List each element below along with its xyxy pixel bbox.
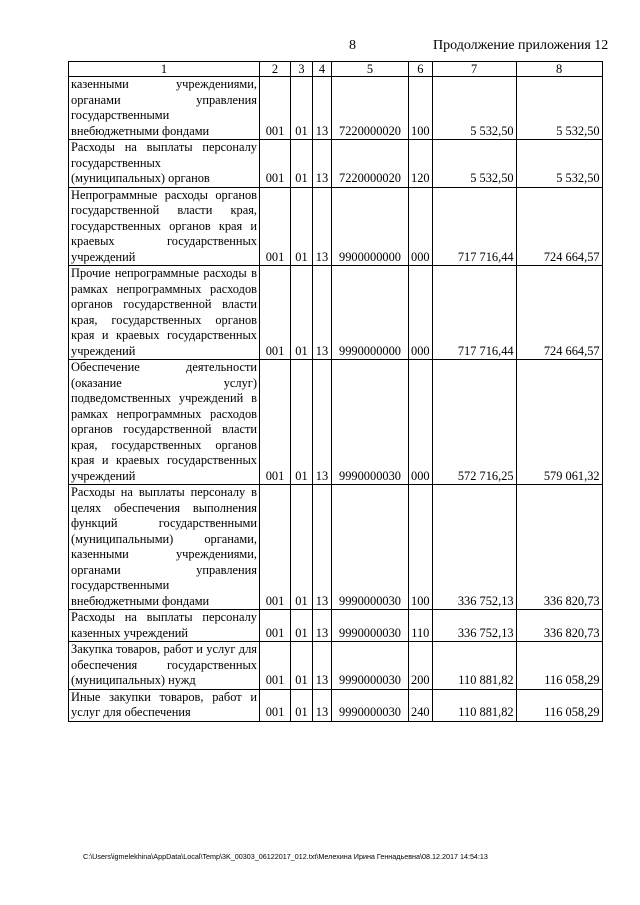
cell-expense-type: 000 — [409, 360, 433, 485]
cell-section: 01 — [291, 689, 313, 721]
table-row — [69, 360, 603, 485]
cell-admin-code: 001 — [260, 610, 291, 642]
cell-section: 01 — [291, 485, 313, 610]
cell-amount-2: 5 532,50 — [516, 77, 602, 140]
cell-section: 01 — [291, 360, 313, 485]
cell-expense-type: 000 — [409, 266, 433, 360]
column-header-1: 1 — [69, 62, 260, 77]
table-row — [69, 610, 603, 642]
row-description: Прочие непрограммные расходы в рамках непрограммных расходов органов государственной власти края, государственных органов края и краевых государственных учреждений — [69, 266, 260, 360]
cell-expense-type: 240 — [409, 689, 433, 721]
cell-amount-2: 116 058,29 — [516, 642, 602, 690]
cell-admin-code: 001 — [260, 642, 291, 690]
cell-section: 01 — [291, 77, 313, 140]
cell-amount-1: 717 716,44 — [432, 187, 516, 266]
table-row — [69, 689, 603, 721]
cell-expense-type: 000 — [409, 187, 433, 266]
cell-subsection: 13 — [313, 642, 332, 690]
cell-amount-2: 116 058,29 — [516, 689, 602, 721]
cell-target-article: 9990000030 — [332, 610, 409, 642]
cell-admin-code: 001 — [260, 140, 291, 188]
column-header-8: 8 — [516, 62, 602, 77]
cell-expense-type: 110 — [409, 610, 433, 642]
cell-target-article: 9990000000 — [332, 266, 409, 360]
appendix-note: Продолжение приложения 12 — [433, 38, 609, 53]
cell-subsection: 13 — [313, 360, 332, 485]
cell-section: 01 — [291, 266, 313, 360]
cell-section: 01 — [291, 187, 313, 266]
file-path-footer: C:\Users\igmelekhina\AppData\Local\Temp\3K_00303_06122017_012.txt\Мелехина Ирина Геннадьевна\08.12.2017 14:54:13 — [83, 852, 488, 861]
row-description: казенными учреждениями, органами управления государственными внебюджетными фондами — [69, 77, 260, 140]
table-row — [69, 266, 603, 360]
table-row — [69, 140, 603, 188]
cell-amount-2: 336 820,73 — [516, 610, 602, 642]
cell-amount-1: 572 716,25 — [432, 360, 516, 485]
cell-amount-2: 724 664,57 — [516, 187, 602, 266]
column-header-7: 7 — [432, 62, 516, 77]
cell-expense-type: 200 — [409, 642, 433, 690]
cell-amount-2: 5 532,50 — [516, 140, 602, 188]
cell-amount-1: 717 716,44 — [432, 266, 516, 360]
row-description: Расходы на выплаты персоналу в целях обеспечения выполнения функций государственными (муниципальными) органами, казенными учреждениями, органами управления государственными внебюджетными фондами — [69, 485, 260, 610]
cell-admin-code: 001 — [260, 187, 291, 266]
cell-target-article: 9990000030 — [332, 642, 409, 690]
cell-subsection: 13 — [313, 610, 332, 642]
cell-section: 01 — [291, 140, 313, 188]
cell-target-article: 7220000020 — [332, 140, 409, 188]
cell-section: 01 — [291, 642, 313, 690]
table-row — [69, 485, 603, 610]
row-description: Иные закупки товаров, работ и услуг для обеспечения — [69, 689, 260, 721]
column-header-5: 5 — [332, 62, 409, 77]
row-description: Расходы на выплаты персоналу казенных учреждений — [69, 610, 260, 642]
page-number: 8 — [349, 38, 356, 53]
cell-target-article: 7220000020 — [332, 77, 409, 140]
cell-subsection: 13 — [313, 77, 332, 140]
cell-admin-code: 001 — [260, 485, 291, 610]
cell-amount-2: 579 061,32 — [516, 360, 602, 485]
cell-amount-1: 5 532,50 — [432, 140, 516, 188]
cell-target-article: 9990000030 — [332, 485, 409, 610]
cell-amount-1: 110 881,82 — [432, 642, 516, 690]
table-row — [69, 77, 603, 140]
column-header-2: 2 — [260, 62, 291, 77]
cell-admin-code: 001 — [260, 360, 291, 485]
cell-target-article: 9900000000 — [332, 187, 409, 266]
cell-expense-type: 120 — [409, 140, 433, 188]
column-header-6: 6 — [409, 62, 433, 77]
cell-subsection: 13 — [313, 187, 332, 266]
cell-subsection: 13 — [313, 266, 332, 360]
row-description: Расходы на выплаты персоналу государственных (муниципальных) органов — [69, 140, 260, 188]
cell-target-article: 9990000030 — [332, 689, 409, 721]
row-description: Закупка товаров, работ и услуг для обеспечения государственных (муниципальных) нужд — [69, 642, 260, 690]
table-row — [69, 642, 603, 690]
column-header-3: 3 — [291, 62, 313, 77]
cell-amount-2: 724 664,57 — [516, 266, 602, 360]
cell-amount-2: 336 820,73 — [516, 485, 602, 610]
cell-amount-1: 110 881,82 — [432, 689, 516, 721]
cell-section: 01 — [291, 610, 313, 642]
budget-table — [68, 61, 603, 722]
row-description: Непрограммные расходы органов государственной власти края, государственных органов края и краевых государственных учреждений — [69, 187, 260, 266]
cell-expense-type: 100 — [409, 485, 433, 610]
cell-amount-1: 5 532,50 — [432, 77, 516, 140]
cell-subsection: 13 — [313, 140, 332, 188]
cell-admin-code: 001 — [260, 266, 291, 360]
table-row — [69, 187, 603, 266]
cell-subsection: 13 — [313, 485, 332, 610]
cell-amount-1: 336 752,13 — [432, 610, 516, 642]
column-header-4: 4 — [313, 62, 332, 77]
cell-expense-type: 100 — [409, 77, 433, 140]
column-number-row — [69, 62, 603, 77]
row-description: Обеспечение деятельности (оказание услуг) подведомственных учреждений в рамках непрограммных расходов органов государственной власти края, государственных органов края и краевых государственных учреждений — [69, 360, 260, 485]
cell-amount-1: 336 752,13 — [432, 485, 516, 610]
cell-target-article: 9990000030 — [332, 360, 409, 485]
cell-admin-code: 001 — [260, 689, 291, 721]
cell-subsection: 13 — [313, 689, 332, 721]
cell-admin-code: 001 — [260, 77, 291, 140]
